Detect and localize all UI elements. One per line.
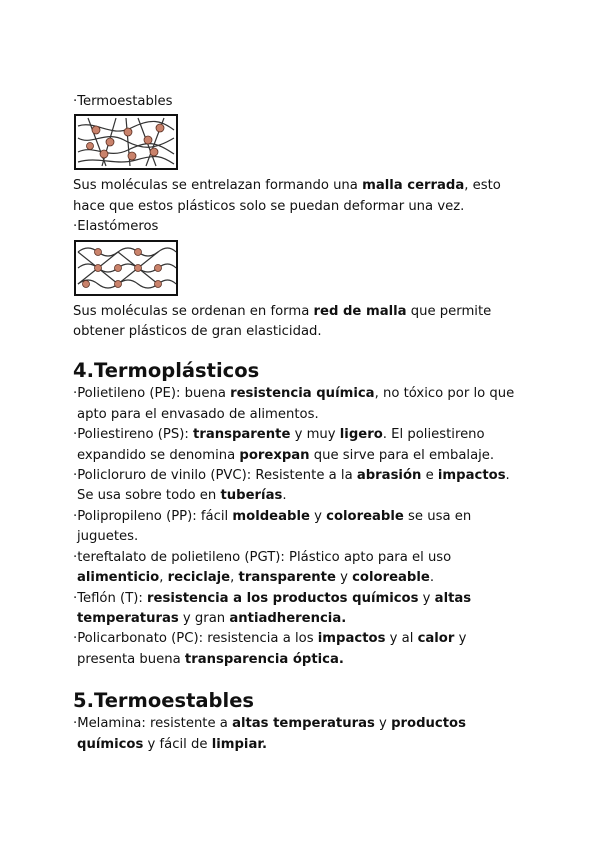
elastomeros-description-line-2: obtener plásticos de gran elasticidad. bbox=[73, 324, 322, 340]
elastomeros-molecule-figure bbox=[74, 240, 178, 296]
teflon-line-1: ·Teflón (T): resistencia a los productos químicos y altas bbox=[73, 590, 472, 606]
pgt-line-1: ·tereftalato de polietileno (PGT): Plástico apto para el uso bbox=[73, 549, 452, 565]
pe-line-1: ·Polietileno (PE): buena resistencia química, no tóxico por lo que bbox=[73, 386, 515, 402]
pc-line-1: ·Policarbonato (PC): resistencia a los impactos y al calor y bbox=[73, 631, 467, 647]
pgt-line-2: alimenticio, reciclaje, transparente y coloreable. bbox=[77, 570, 435, 586]
pc-line-2: presenta buena transparencia óptica. bbox=[77, 651, 344, 667]
pp-line-2: juguetes. bbox=[77, 529, 139, 545]
termoestables-label: ·Termoestables bbox=[73, 94, 173, 109]
document-page bbox=[73, 92, 533, 755]
termoestables-description-line-2: hace que estos plásticos solo se puedan deformar una vez. bbox=[73, 198, 465, 214]
melamina-line-2: químicos y fácil de limpiar. bbox=[77, 736, 267, 752]
melamina-line-1: ·Melamina: resistente a altas temperaturas y productos bbox=[73, 716, 466, 732]
elastomeros-description-line-1: Sus moléculas se ordenan en forma red de malla que permite bbox=[73, 303, 492, 319]
pe-line-2: apto para el envasado de alimentos. bbox=[77, 406, 319, 422]
ps-line-1: ·Poliestireno (PS): transparente y muy ligero. El poliestireno bbox=[73, 427, 485, 443]
pvc-line-1: ·Policloruro de vinilo (PVC): Resistente a la abrasión e impactos. bbox=[73, 468, 510, 484]
teflon-line-2: temperaturas y gran antiadherencia. bbox=[77, 610, 347, 626]
termoestables-molecule-figure bbox=[74, 114, 178, 170]
ps-line-2: expandido se denomina porexpan que sirve para el embalaje. bbox=[77, 447, 495, 463]
termoplasticos-heading: 4.Termoplásticos bbox=[73, 359, 260, 383]
termoestables-heading: 5.Termoestables bbox=[73, 689, 255, 713]
termoestables-description-line-1: Sus moléculas se entrelazan formando una malla cerrada, esto bbox=[73, 178, 501, 194]
elastomeros-label: ·Elastómeros bbox=[73, 219, 159, 235]
pp-line-1: ·Polipropileno (PP): fácil moldeable y coloreable se usa en bbox=[73, 508, 472, 524]
pvc-line-2: Se usa sobre todo en tuberías. bbox=[77, 488, 287, 504]
